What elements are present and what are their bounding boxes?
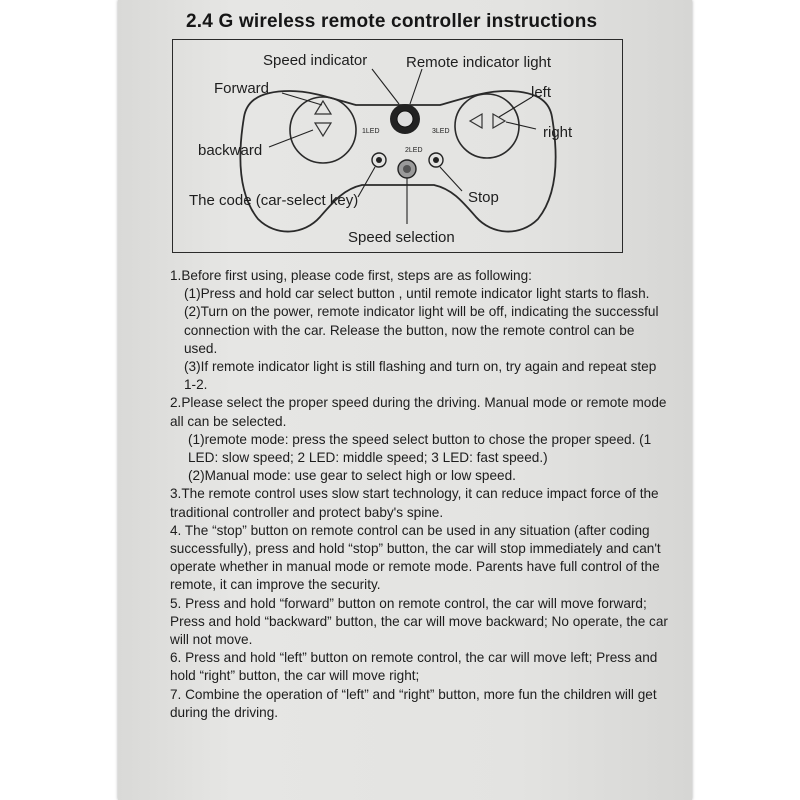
led1-label: 1LED bbox=[362, 128, 380, 135]
step-7: 7. Combine the operation of “left” and “right” button, more fun the children will get during the driving. bbox=[170, 686, 657, 720]
speed-select-button-dot bbox=[403, 165, 411, 173]
speed-indicator-label: Speed indicator bbox=[263, 52, 368, 69]
stop-button-dot bbox=[433, 157, 439, 163]
right-label: right bbox=[543, 124, 573, 141]
car-select-button-dot bbox=[376, 157, 382, 163]
led-knob-inner bbox=[397, 111, 413, 127]
left-pad bbox=[290, 97, 356, 163]
forward-arrow-icon bbox=[315, 101, 331, 114]
step-1: 1.Before first using, please code first, steps are as following: bbox=[170, 268, 532, 283]
left-arrow-icon bbox=[470, 114, 482, 128]
step-2-2: (2)Manual mode: use gear to select high or low speed. bbox=[188, 468, 516, 484]
step-1-3: (3)If remote indicator light is still flashing and turn on, try again and repeat step 1-2. bbox=[184, 359, 657, 393]
instructions-body bbox=[170, 267, 670, 722]
left-label: left bbox=[531, 84, 552, 101]
right-arrow-icon bbox=[493, 114, 505, 128]
step-1-2: (2)Turn on the power, remote indicator light will be off, indicating the successful connection with the car. Release the button, now the remote control can be used. bbox=[184, 304, 659, 356]
step-4: 4. The “stop” button on remote control can be used in any situation (after coding successfully), press and hold “stop” button, the car will stop immediately and can't operate whether in manual mode or remote mode. Parents have full control of the remote, it can improve the security. bbox=[170, 522, 661, 593]
step-5: 5. Press and hold “forward” button on remote control, the car will move forward; Press and hold “backward” button, the car will move backward; No operate, the car will not move. bbox=[170, 595, 668, 648]
backward-arrow-icon bbox=[315, 123, 331, 136]
forward-label: Forward bbox=[214, 80, 270, 97]
step-6: 6. Press and hold “left” button on remote control, the car will move left; Press and hold “right” button, the car will move right; bbox=[170, 650, 658, 684]
step-1-1: (1)Press and hold car select button , until remote indicator light starts to flash. bbox=[184, 286, 650, 302]
backward-label: backward bbox=[198, 142, 263, 159]
speed-selection-label: Speed selection bbox=[348, 229, 455, 246]
right-pad bbox=[455, 94, 519, 158]
led2-label: 2LED bbox=[405, 147, 423, 154]
step-2: 2.Please select the proper speed during the driving. Manual mode or remote mode all can be selected. bbox=[170, 395, 667, 429]
code-label: The code (car-select key) bbox=[189, 192, 359, 209]
remote-indicator-light-label: Remote indicator light bbox=[406, 54, 552, 71]
step-2-1: (1)remote mode: press the speed select button to chose the proper speed. (1 LED: slow speed; 2 LED: middle speed; 3 LED: fast speed.) bbox=[188, 431, 652, 466]
step-3: 3.The remote control uses slow start technology, it can reduce impact force of the traditional controller and protect baby's spine. bbox=[170, 486, 659, 520]
page-title: 2.4 G wireless remote controller instructions bbox=[186, 11, 598, 32]
led3-label: 3LED bbox=[432, 128, 450, 135]
stop-label: Stop bbox=[468, 189, 499, 206]
